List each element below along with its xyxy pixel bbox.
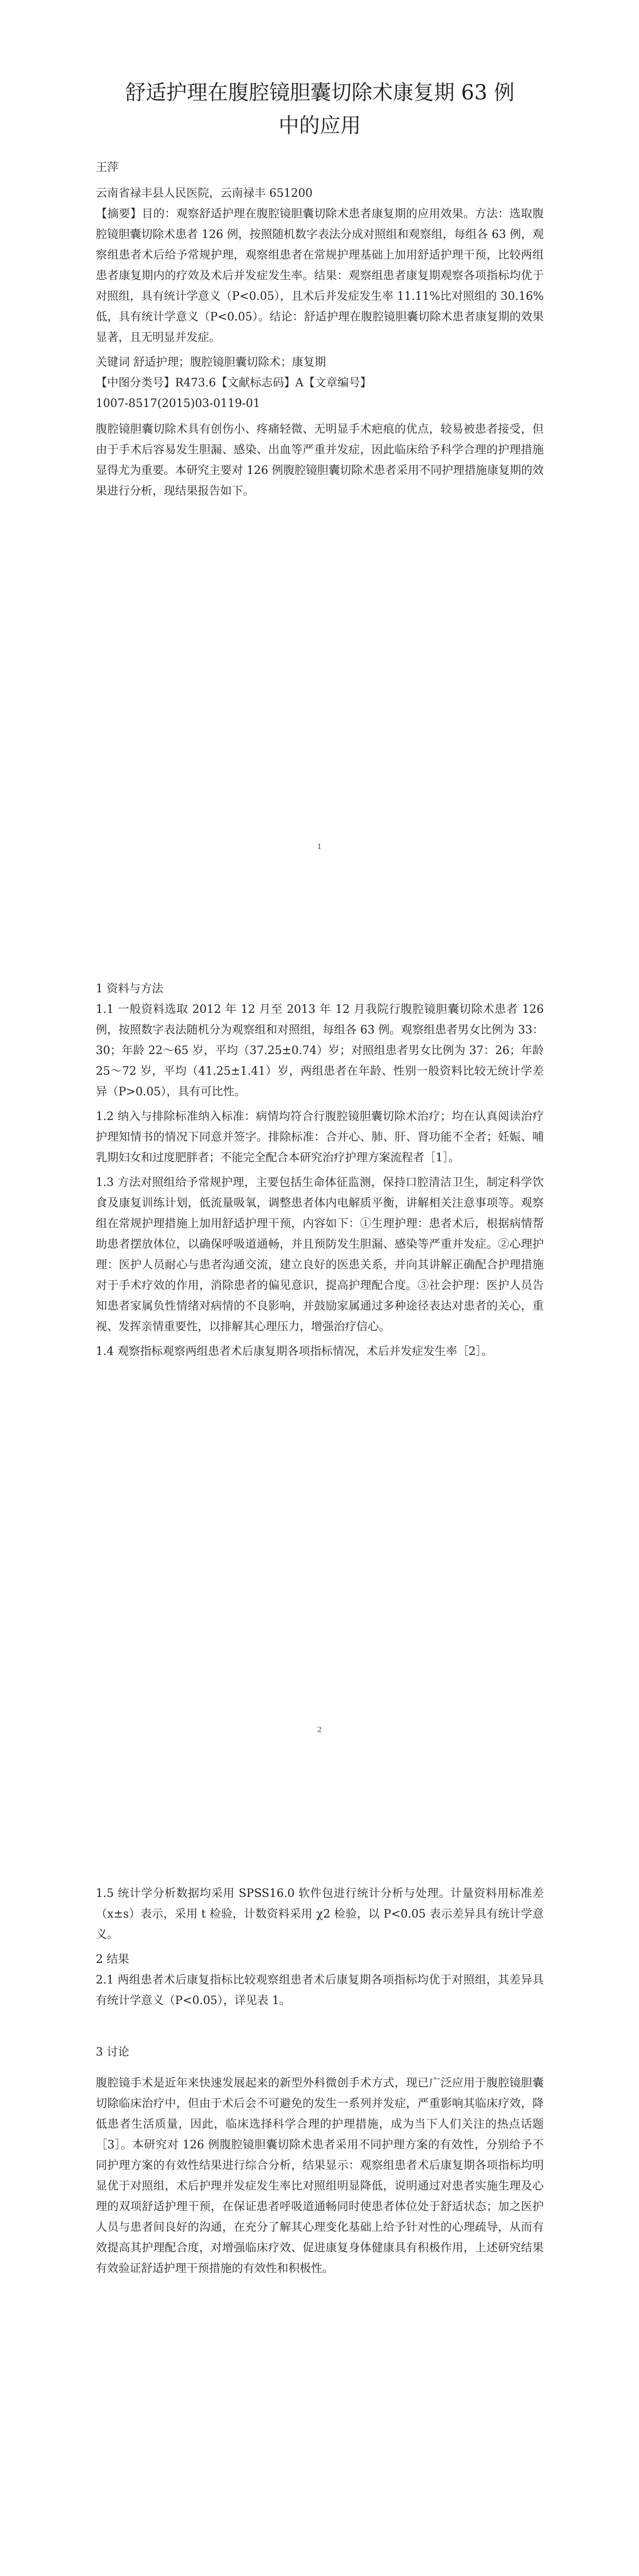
page-1-content [96,76,544,506]
section-1-3-methods: 1.3 方法对照组给予常规护理，主要包括生命体征监测，保持口腔清洁卫生，制定科学饮食及康复训练计划，低流量吸氧，调整患者体内电解质平衡，讲解相关注意事项等。观察组在常规护理措施上加用舒适护理干预，内容如下：①生理护理：患者术后，根据病情帮助患者摆放体位，以确保呼吸道通畅，并且预防发生胆漏、感染等严重并发症。②心理护理：医护人员耐心与患者沟通交流，建立良好的医患关系，并向其讲解正确配合护理措施对于手术疗效的作用，消除患者的偏见意识，提高护理配合度。③社会护理：医护人员告知患者家属负性情绪对病情的不良影响，并鼓励家属通过多种途径表达对患者的关心，重视、发挥亲情重要性，以排解其心理压力，增强治疗信心。 [96,1176,544,1333]
author-name: 王萍 [96,161,119,174]
section-1-2-criteria: 1.2 纳入与排除标准纳入标准：病情均符合行腹腔镜胆囊切除术治疗；均在认真阅读治疗护理知情书的情况下同意并签字。排除标准：合并心、肺、肝、肾功能不全者；妊娠、哺乳期妇女和过度肥胖者；不能完全配合本研究治疗护理方案流程者［1］。 [96,1110,544,1164]
page-2-content [96,979,544,1366]
section-3-heading: 3 讨论 [96,2046,129,2059]
author-affiliation: 云南省禄丰县人民医院，云南禄丰 651200 [96,187,313,200]
keywords: 关键词 舒适护理；腹腔镜胆囊切除术；康复期 [96,356,326,369]
section-2-heading: 2 结果 [96,1953,129,1966]
page-number-2: 2 [317,1726,322,1734]
section-1-heading: 1 资料与方法 [96,982,163,995]
section-2-1-results: 2.1 两组患者术后康复指标比较观察组患者术后康复期各项指标均优于对照组，其差异具有统计学意义（P<0.05），详见表 1。 [96,1974,544,2007]
page-number-1: 1 [317,843,322,851]
abstract: 【摘要】目的：观察舒适护理在腹腔镜胆囊切除术患者康复期的应用效果。方法：选取腹腔镜胆囊切除术患者 126 例，按照随机数字表法分成对照组和观察组，每组各 63 例，观察组患者术后给予常规护理，观察组患者在常规护理基础上加用舒适护理干预，比较两组患者康复期内的疗效及术后并发症发生率。结果：观察组患者康复期观察各项指标均优于对照组，具有统计学意义（P<0.05），且术后并发症发生率 11.11%比对照组的 30.16%低，具有统计学意义（P<0.05）。结论：舒适护理在腹腔镜胆囊切除术患者康复期的效果显著，且无明显并发症。 [96,208,544,344]
page-1 [0,0,639,904]
classification-line: 【中图分类号】R473.6【文献标志码】A【文章编号】 [96,377,372,389]
article-title-line-2: 中的应用 [279,114,361,138]
article-id: 1007-8517(2015)03-0119-01 [96,397,261,410]
page-3 [0,1807,639,2576]
section-1-4-indicators: 1.4 观察指标观察两组患者术后康复期各项指标情况，术后并发症发生率［2］。 [96,1345,493,1358]
discussion-paragraph-1: 腹腔镜手术是近年来快速发展起来的新型外科微创手术方式，现已广泛应用于腹腔镜胆囊切除临床治疗中，但由于术后会不可避免的发生一系列并发症，严重影响其临床疗效，降低患者生活质量，因此，临床选择科学合理的护理措施，成为当下人们关注的热点话题［3］。本研究对 126 例腹腔镜胆囊切除术患者采用不同护理方案的有效性，分别给予不同护理方案的有效性结果进行综合分析，结果显示：观察组患者术后康复期各项指标均明显优于对照组，术后护理并发症发生率比对照组明显降低，说明通过对患者实施生理及心理的双项舒适护理干预，在保证患者呼吸道通畅同时使患者体位处于舒适状态；加之医护人员与患者间良好的沟通，在充分了解其心理变化基础上给予针对性的心理疏导，从而有效提高其护理配合度，对增强临床疗效、促进康复身体健康具有积极作用，上述研究结果有效验证舒适护理干预措施的有效性和积极性。 [96,2077,544,2275]
introduction: 腹腔镜胆囊切除术具有创伤小、疼痛轻微、无明显手术疤痕的优点，较易被患者接受，但由于手术后容易发生胆漏、感染、出血等严重并发症，因此临床给予科学合理的护理措施显得尤为重要。本研究主要对 126 例腹腔镜胆囊切除术患者采用不同护理措施康复期的效果进行分析，现结果报告如下。 [96,423,544,498]
page-3-content [96,1884,544,2283]
page-2 [0,904,639,1807]
section-1-5-statistics: 1.5 统计学分析数据均采用 SPSS16.0 软件包进行统计分析与处理。计量资料用标准差（x±s）表示，采用 t 检验，计数资料采用 χ2 检验，以 P<0.05 表示差异具有统计学意义。 [96,1887,544,1941]
section-1-1-general-data: 1.1 一般资料选取 2012 年 12 月至 2013 年 12 月我院行腹腔镜胆囊切除术患者 126 例，按照数字表法随机分为观察组和对照组，每组各 63 例。观察组患者男女比例为 33：30；年龄 22～65 岁，平均（37.25±0.74）岁；对照组患者男女比例为 37：26；年龄 25～72 岁，平均（41.25±1.41）岁，两组患者在年龄、性别一般资料比较无统计学差异（P>0.05），具有可比性。 [96,1003,544,1098]
article-title-line-1: 舒适护理在腹腔镜胆囊切除术康复期 63 例 [125,81,515,105]
